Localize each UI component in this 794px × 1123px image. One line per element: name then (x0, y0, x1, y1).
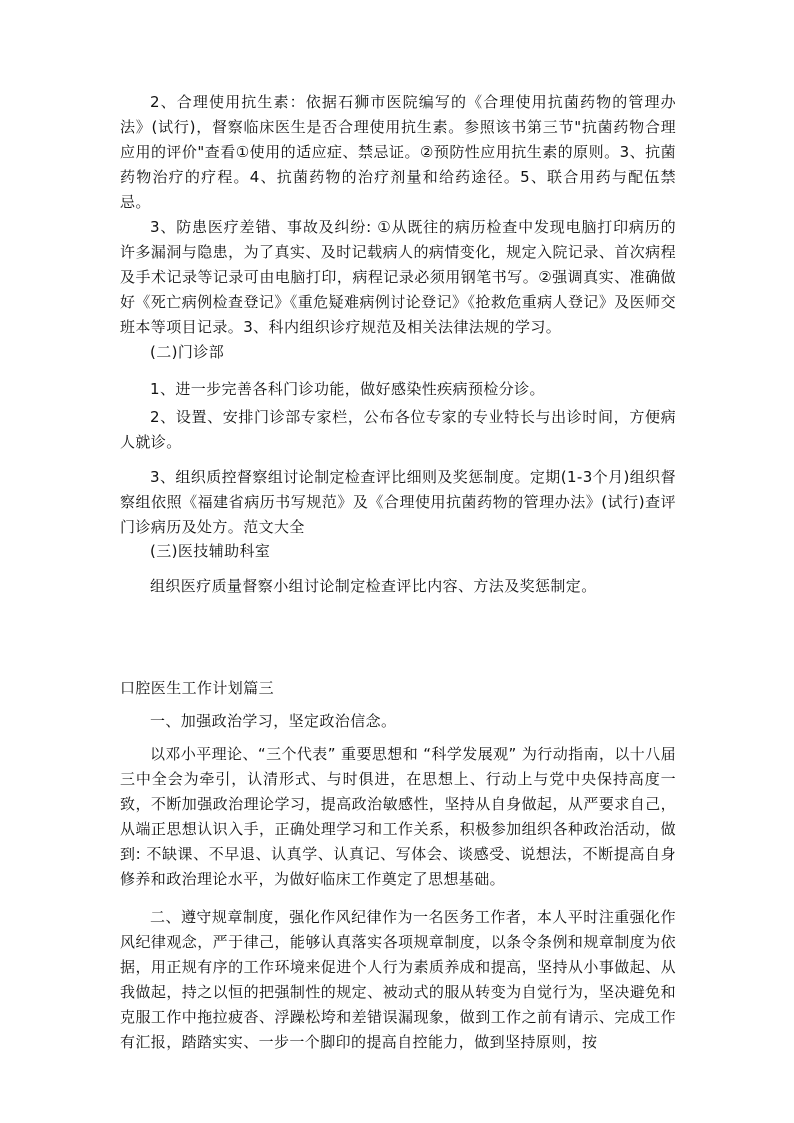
paragraph-outpatient-1: 1、进一步完善各科门诊功能，做好感染性疾病预检分诊。 (150, 380, 545, 398)
heading-outpatient: (二)门诊部 (150, 343, 225, 361)
paragraph-outpatient-3: 3、组织质控督察组讨论制定检查评比细则及奖惩制度。定期(1-3个月)组织督察组依照《福建省病历书写规范》及《合理使用抗菌药物的管理办法》(试行)查评门诊病历及处方。范文大全 (120, 468, 676, 536)
paragraph-medical-tech: 组织医疗质量督察小组讨论制定检查评比内容、方法及奖惩制定。 (150, 577, 597, 595)
paragraph-antibiotics: 2、合理使用抗生素：依据石狮市医院编写的《合理使用抗菌药物的管理办法》(试行)，督察临床医生是否合理使用抗生素。参照该书第三节"抗菌药物合理应用的评价"查看①使用的适应症、禁忌证。②预防性应用抗生素的原则。3、抗菌药物治疗的疗程。4、抗菌药物的治疗剂量和给药途径。5、联合用药与配伍禁忌。 (120, 93, 676, 211)
paragraph-outpatient-2: 2、设置、安排门诊部专家栏，公布各位专家的专业特长与出诊时间，方便病人就诊。 (120, 408, 676, 451)
paragraph-rules: 二、遵守规章制度，强化作风纪律作为一名医务工作者，本人平时注重强化作风纪律观念，严于律己，能够认真落实各项规章制度，以条令条例和规章制度为依据，用正规有序的工作环境来促进个人行为素质养成和提高，坚持从小事做起、从我做起，持之以恒的把强制性的规定、被动式的服从转变为自觉行为，坚决避免和克服工作中拖拉疲沓、浮躁松垮和差错误漏现象，做到工作之前有请示、完成工作有汇报，踏踏实实、一步一个脚印的提高自控能力，做到坚持原则，按 (120, 908, 676, 1051)
paragraph-error-prevention: 3、防患医疗差错、事故及纠纷: ①从既往的病历检查中发现电脑打印病历的许多漏洞与隐患，为了真实、及时记载病人的病情变化，规定入院记录、首次病程及手术记录等记录可由电脑打印，病程记录必须用钢笔书写。②强调真实、准确做好《死亡病例检查登记》《重危疑难病例讨论登记》《抢救危重病人登记》及医师交班本等项目记录。3、科内组织诊疗规范及相关法律法规的学习。 (120, 218, 676, 336)
document-title: 口腔医生工作计划篇三 (120, 679, 275, 697)
paragraph-politics: 以邓小平理论、“三个代表” 重要思想和 “科学发展观” 为行动指南，以十八届三中全会为牵引，认清形式、与时俱进，在思想上、行动上与党中央保持高度一致，不断加强政治理论学习，提高政治敏感性，坚持从自身做起，从严要求自己，从端正思想认识入手，正确处理学习和工作关系，积极参加组织各种政治活动，做到: 不缺课、不早退、认真学、认真记、写体会、谈感受、说想法，不断提高自身修养和政治理论水平，为做好临床工作奠定了思想基础。 (120, 745, 676, 888)
heading-politics: 一、加强政治学习，坚定政治信念。 (150, 712, 397, 730)
heading-medical-tech: (三)医技辅助科室 (150, 542, 271, 560)
